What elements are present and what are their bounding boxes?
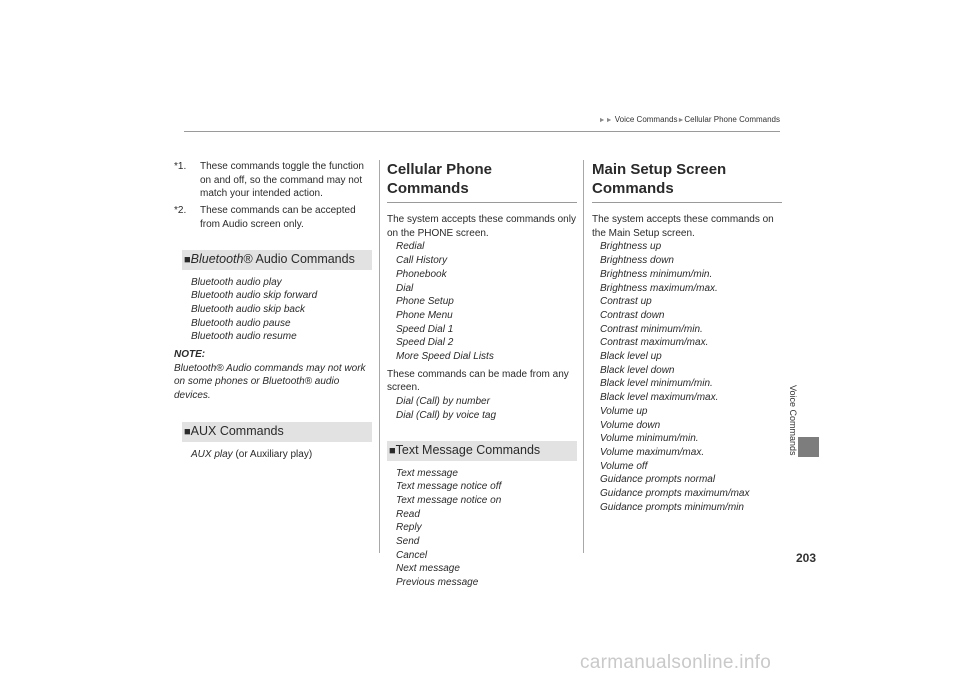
list-item: Black level up [600, 351, 662, 363]
main-setup-intro: The system accepts these commands on the Main Setup screen. [592, 214, 774, 239]
bluetooth-audio-heading: ■Bluetooth® Audio Commands [182, 250, 372, 270]
breadcrumb-arrow-icon: ► [598, 117, 606, 124]
list-item: Contrast minimum/min. [600, 323, 703, 335]
list-item: Guidance prompts normal [600, 474, 716, 486]
list-item: Phone Setup [396, 296, 454, 308]
breadcrumb-arrow-icon: ► [605, 117, 613, 124]
list-item: Text message notice on [396, 494, 502, 506]
list-item: Speed Dial 1 [396, 323, 454, 335]
list-item: Phonebook [396, 268, 447, 280]
list-item: Black level down [600, 364, 675, 376]
column-divider [583, 160, 584, 553]
breadcrumb-item-voice-commands[interactable]: Voice Commands [614, 115, 678, 124]
list-item: Volume minimum/min. [600, 433, 699, 445]
cellular-any-screen-list [387, 395, 577, 422]
list-item: Contrast down [600, 309, 665, 321]
list-item: AUX play (or Auxiliary play) [191, 448, 313, 460]
list-item: Contrast up [600, 296, 652, 308]
list-item: Volume off [600, 460, 648, 472]
note-label: NOTE: [174, 349, 206, 361]
list-item: Black level minimum/min. [600, 378, 713, 390]
list-item: Brightness up [600, 241, 662, 253]
cellular-intro-any-screen: These commands can be made from any screen. [387, 368, 569, 394]
list-item: More Speed Dial Lists [396, 351, 494, 363]
main-setup-command-list [592, 240, 782, 514]
list-item: Brightness minimum/min. [600, 268, 713, 280]
column-right [592, 160, 782, 514]
text-message-heading: ■Text Message Commands [387, 441, 577, 461]
list-item: Bluetooth audio skip forward [191, 290, 318, 302]
list-item: Next message [396, 563, 460, 575]
list-item: Cancel [396, 549, 428, 561]
list-item: Send [396, 536, 420, 548]
footnote-1: *1. These commands toggle the function on and off, so the command may not match your intended action. [174, 161, 364, 200]
aux-heading: ■AUX Commands [182, 422, 372, 442]
column-left [174, 160, 372, 462]
cellular-phone-commands-title: Cellular Phone Commands [387, 160, 577, 203]
list-item: Dial (Call) by voice tag [396, 409, 497, 421]
text-message-command-list [387, 467, 577, 590]
list-item: Black level maximum/max. [600, 392, 719, 404]
list-item: Volume down [600, 419, 661, 431]
footnote-2: *2. These commands can be accepted from Audio screen only. [174, 205, 356, 230]
note-text: Bluetooth® Audio commands may not work on some phones or Bluetooth® audio devices. [174, 362, 366, 402]
list-item: Volume up [600, 405, 648, 417]
list-item: Previous message [396, 577, 479, 589]
list-item: Bluetooth audio play [191, 276, 282, 288]
breadcrumb [560, 115, 780, 124]
list-item: Dial [396, 282, 414, 294]
list-item: Speed Dial 2 [396, 337, 454, 349]
square-bullet-icon: ■ [184, 253, 191, 266]
list-item: Dial (Call) by number [396, 396, 490, 408]
list-item: Redial [396, 241, 425, 253]
list-item: Text message [396, 467, 458, 479]
list-item: Call History [396, 255, 448, 267]
list-item: Bluetooth audio resume [191, 331, 297, 343]
list-item: Contrast maximum/max. [600, 337, 709, 349]
column-middle [387, 160, 577, 590]
column-divider [379, 160, 380, 553]
square-bullet-icon: ■ [389, 444, 396, 457]
list-item: Bluetooth audio pause [191, 317, 291, 329]
list-item: Volume maximum/max. [600, 446, 705, 458]
header-rule [184, 131, 780, 132]
list-item: Bluetooth audio skip back [191, 303, 305, 315]
cellular-command-list [387, 240, 577, 363]
list-item: Reply [396, 522, 422, 534]
breadcrumb-item-cellular-phone-commands[interactable]: Cellular Phone Commands [684, 115, 780, 124]
watermark: carmanualsonline.info [580, 652, 772, 673]
list-item: Guidance prompts minimum/min [600, 501, 744, 513]
page-number: 203 [795, 551, 816, 565]
list-item: Brightness maximum/max. [600, 282, 718, 294]
bluetooth-command-list [174, 276, 372, 345]
side-tab-marker [798, 437, 819, 457]
main-setup-commands-title: Main Setup Screen Commands [592, 160, 782, 203]
side-tab-label: Voice Commands [788, 385, 798, 456]
list-item: Text message notice off [396, 481, 502, 493]
cellular-intro: The system accepts these commands only on the PHONE screen. [387, 214, 576, 239]
list-item: Guidance prompts maximum/max [600, 488, 750, 500]
list-item: Brightness down [600, 255, 674, 267]
square-bullet-icon: ■ [184, 425, 191, 438]
list-item: Phone Menu [396, 309, 453, 321]
list-item: Read [396, 508, 420, 520]
breadcrumb-arrow-icon: ► [677, 117, 685, 124]
